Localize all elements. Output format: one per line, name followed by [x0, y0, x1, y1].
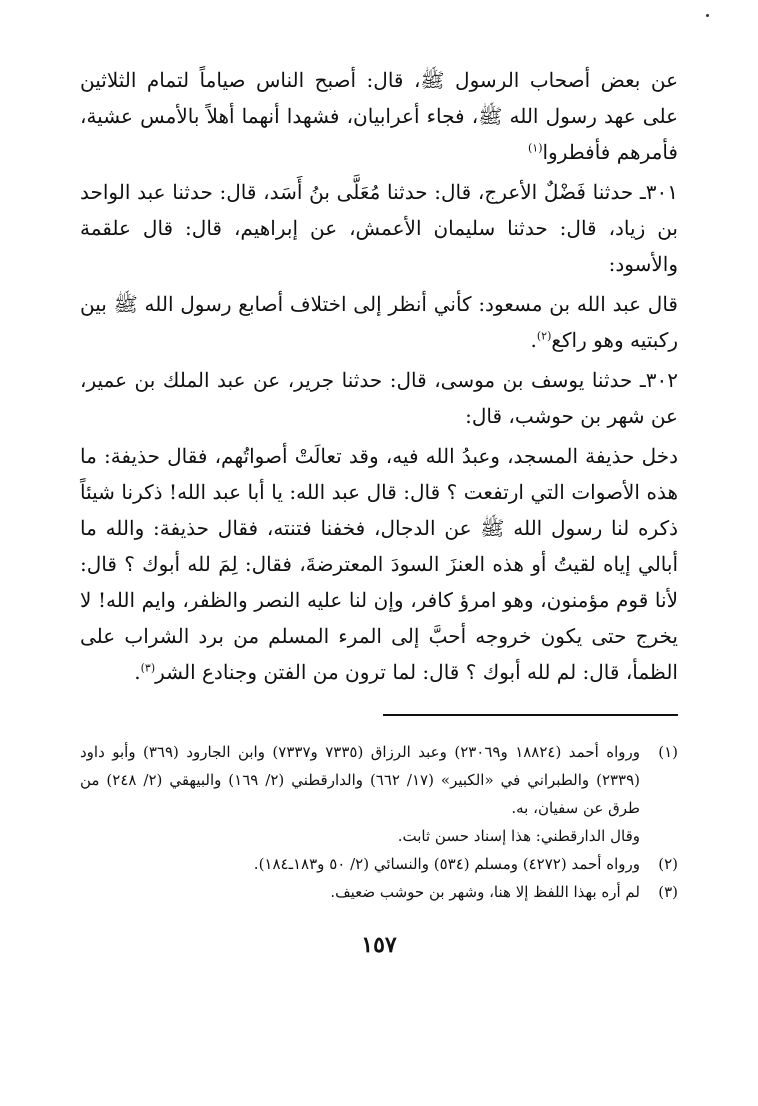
footnote-text: وقال الدارقطني: هذا إسناد حسن ثابت.: [397, 827, 640, 845]
footnotes: [80, 738, 678, 906]
paragraph-hadith-302: ٣٠٢ـ حدثنا يوسف بن موسى، قال: حدثنا جرير، عن عبد الملك بن عمير، عن شهر بن حوشب، قال:: [80, 368, 678, 428]
paragraph-3: قال عبد الله بن مسعود: كأني أنظر إلى اختلاف أصابع رسول الله ﷺ بين ركبتيه وهو راكع$^{(٢)}$.: [80, 292, 678, 352]
page-number: ١٥٧: [361, 932, 397, 958]
footnote-number: (٢): [658, 855, 678, 873]
footnote-2: [80, 850, 678, 878]
footnote-3: [80, 878, 678, 906]
footnote-separator: [383, 714, 678, 716]
footnote-text: ورواه أحمد (٤٢٧٢) ومسلم (٥٣٤) والنسائي (٢/ ٥٠ و١٨٣ـ١٨٤).: [253, 855, 640, 873]
footnote-ref-3: (٣): [140, 661, 156, 675]
footnote-text: لم أره بهذا اللفظ إلا هنا، وشهر بن حوشب ضعيف.: [330, 883, 640, 901]
scan-dot: [706, 14, 709, 17]
footnote-number: (٣): [658, 883, 678, 901]
footnote-text: ورواه أحمد (١٨٨٢٤ و٢٣٠٦٩) وعبد الرزاق (٧٣٣٥ و٧٣٣٧) وابن الجارود (٣٦٩) وأبو داود (٢٣٣٩) والطبراني في «الكبير» (١٧/ ٦٦٢) والدارقطني (٢/ ١٦٩) والبيهقي (٢/ ٢٤٨) من طرق عن سفيان، به.: [80, 743, 641, 817]
footnote-1-continuation: [80, 822, 678, 850]
main-text: [80, 62, 678, 690]
footnote-ref-2: (٢): [536, 329, 552, 343]
paragraph-hadith-301: ٣٠١ـ حدثنا فَضْلٌ الأعرج، قال: حدثنا مُعَلَّى بنُ أَسَد، قال: حدثنا عبد الواحد بن زياد، قال: حدثنا سليمان الأعمش، عن إبراهيم، قال: قال علقمة والأسود:: [80, 180, 678, 276]
footnote-number: (١): [658, 743, 678, 761]
paragraph-1: عن بعض أصحاب الرسول ﷺ، قال: أصبح الناس صياماً لتمام الثلاثين على عهد رسول الله ﷺ، فجاء أعرابيان، فشهدا أنهما أهلاً بالأمس عشية، فأمرهم فأفطروا$^{(١)}$: [80, 68, 678, 164]
footnote-1: [80, 738, 678, 822]
paragraph-5: دخل حذيفة المسجد، وعبدُ الله فيه، وقد تعالَتْ أصواتُهم، فقال حذيفة: ما هذه الأصوات التي ارتفعت ؟ قال: قال عبد الله: يا أبا عبد الله! ذكرنا شيئاً ذكره لنا رسول الله ﷺ عن الدجال، فخفنا فتنته، فقال حذيفة: والله ما أبالي إياه لقيتُ أو هذه العنزَ السودَ المعترضةَ، فقال: لِمَ لله أبوك ؟ قال: لأنا قوم مؤمنون، وهو امرؤ كافر، وإن لنا عليه النصر والظفر، وايم الله! لا يخرج حتى يكون خروجه أحبَّ إلى المرء المسلم من برد الشراب على الظمأ، قال: لم لله أبوك ؟ قال: لما ترون من الفتن وجنادع الشر$^{(٣)}$.: [80, 444, 678, 684]
footnote-ref-1: (١): [527, 141, 543, 155]
